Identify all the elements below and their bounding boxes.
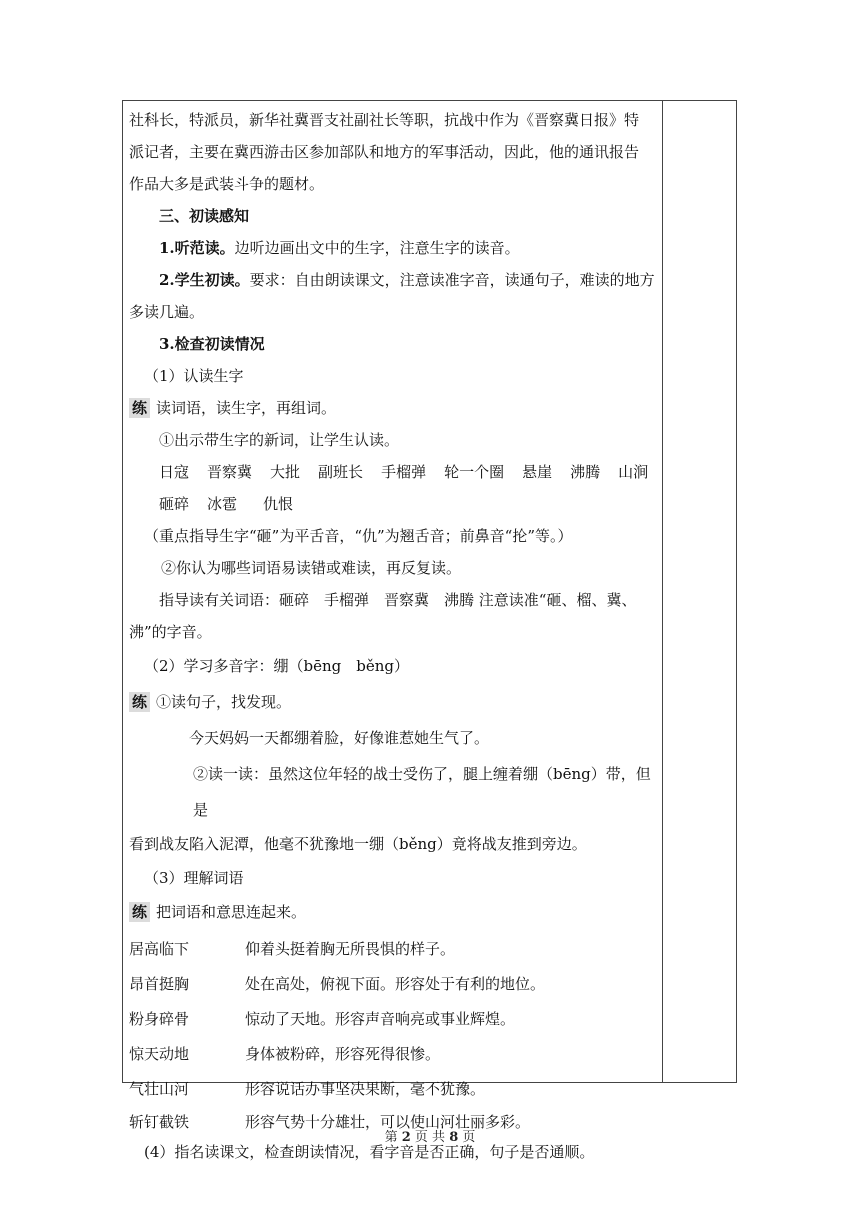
sub-heading-3: （3）理解词语 — [144, 869, 244, 887]
item-first-read: 2.学生初读。要求：自由朗读课文，注意读准字音，读通句子，难读的地方 — [159, 271, 655, 289]
item-check-heading: 3.检查初读情况 — [159, 335, 265, 353]
sub-heading-2: （2）学习多音字：绷（bēng běng） — [144, 657, 410, 675]
matching-row: 昂首挺胸 处在高处，俯视下面。形容处于有利的地位。 — [129, 975, 546, 993]
column-divider — [662, 101, 663, 1082]
sub-heading-4: (4）指名读课文，检查朗读情况，看字音是否正确，句子是否通顺。 — [144, 1143, 595, 1161]
practice-1: 练 读词语，读生字，再组词。 — [97, 392, 659, 424]
lesson-content — [129, 104, 659, 1167]
practice-tag: 练 — [129, 902, 150, 922]
word-row-1: 日寇 晋察冀 大批 副班长 手榴弹 轮一个圈 悬崖 沸腾 山涧 — [159, 463, 649, 481]
word-row-2: 砸碎 冰雹 仇恨 — [159, 495, 294, 513]
section-heading: 三、初读感知 — [159, 207, 250, 225]
page-footer: 第 2 页 共 8 页 — [384, 1130, 476, 1145]
practice-2: 练 ①读句子，找发现。 — [97, 684, 659, 720]
item-listen: 1.听范读。边听边画出文中的生字，注意生字的读音。 — [159, 239, 520, 257]
practice-3: 练 把词语和意思连起来。 — [97, 896, 659, 928]
guide-line-cont: 沸”的字音。 — [129, 623, 212, 641]
matching-row: 惊天动地 身体被粉碎，形容死得很惨。 — [129, 1045, 441, 1063]
matching-row: 斩钉截铁 形容气势十分雄壮，可以使山河壮丽多彩。 — [129, 1113, 531, 1131]
sentence-2: ②读一读：虽然这位年轻的战士受伤了，腿上缠着绷（bēng）带，但是 — [193, 765, 651, 819]
sub-heading-1: （1）认读生字 — [144, 367, 244, 385]
item-first-read-cont: 多读几遍。 — [129, 303, 205, 321]
intro-line: 派记者，主要在冀西游击区参加部队和地方的军事活动，因此，他的通讯报告 — [129, 143, 640, 161]
matching-row: 粉身碎骨 惊动了天地。形容声音响亮或事业辉煌。 — [129, 1010, 516, 1028]
page-total: 8 — [449, 1130, 459, 1145]
sentence-1: 今天妈妈一天都绷着脸，好像谁惹她生气了。 — [189, 729, 490, 747]
circle-2: ②你认为哪些词语易读错或难读，再反复读。 — [161, 559, 462, 577]
intro-line: 作品大多是武装斗争的题材。 — [129, 175, 325, 193]
matching-row: 居高临下 仰着头挺着胸无所畏惧的样子。 — [129, 940, 456, 958]
matching-row: 气壮山河 形容说话办事坚决果断，毫不犹豫。 — [129, 1080, 486, 1098]
guide-line: 指导读有关词语：砸碎 手榴弹 晋察冀 沸腾 注意读准“砸、榴、冀、 — [159, 591, 637, 609]
note-1: （重点指导生字“砸”为平舌音，“仇”为翘舌音；前鼻音“抡”等。） — [144, 527, 573, 545]
sentence-2-cont: 看到战友陷入泥潭，他毫不犹豫地一绷（běng）竟将战友推到旁边。 — [129, 835, 587, 853]
circle-1: ①出示带生字的新词，让学生认读。 — [159, 431, 400, 449]
page-number: 2 — [401, 1130, 411, 1145]
practice-tag: 练 — [129, 398, 150, 418]
intro-line: 社科长，特派员，新华社冀晋支社副社长等职，抗战中作为《晋察冀日报》特 — [129, 111, 640, 129]
matching-list — [129, 932, 659, 1137]
practice-tag: 练 — [129, 692, 150, 712]
